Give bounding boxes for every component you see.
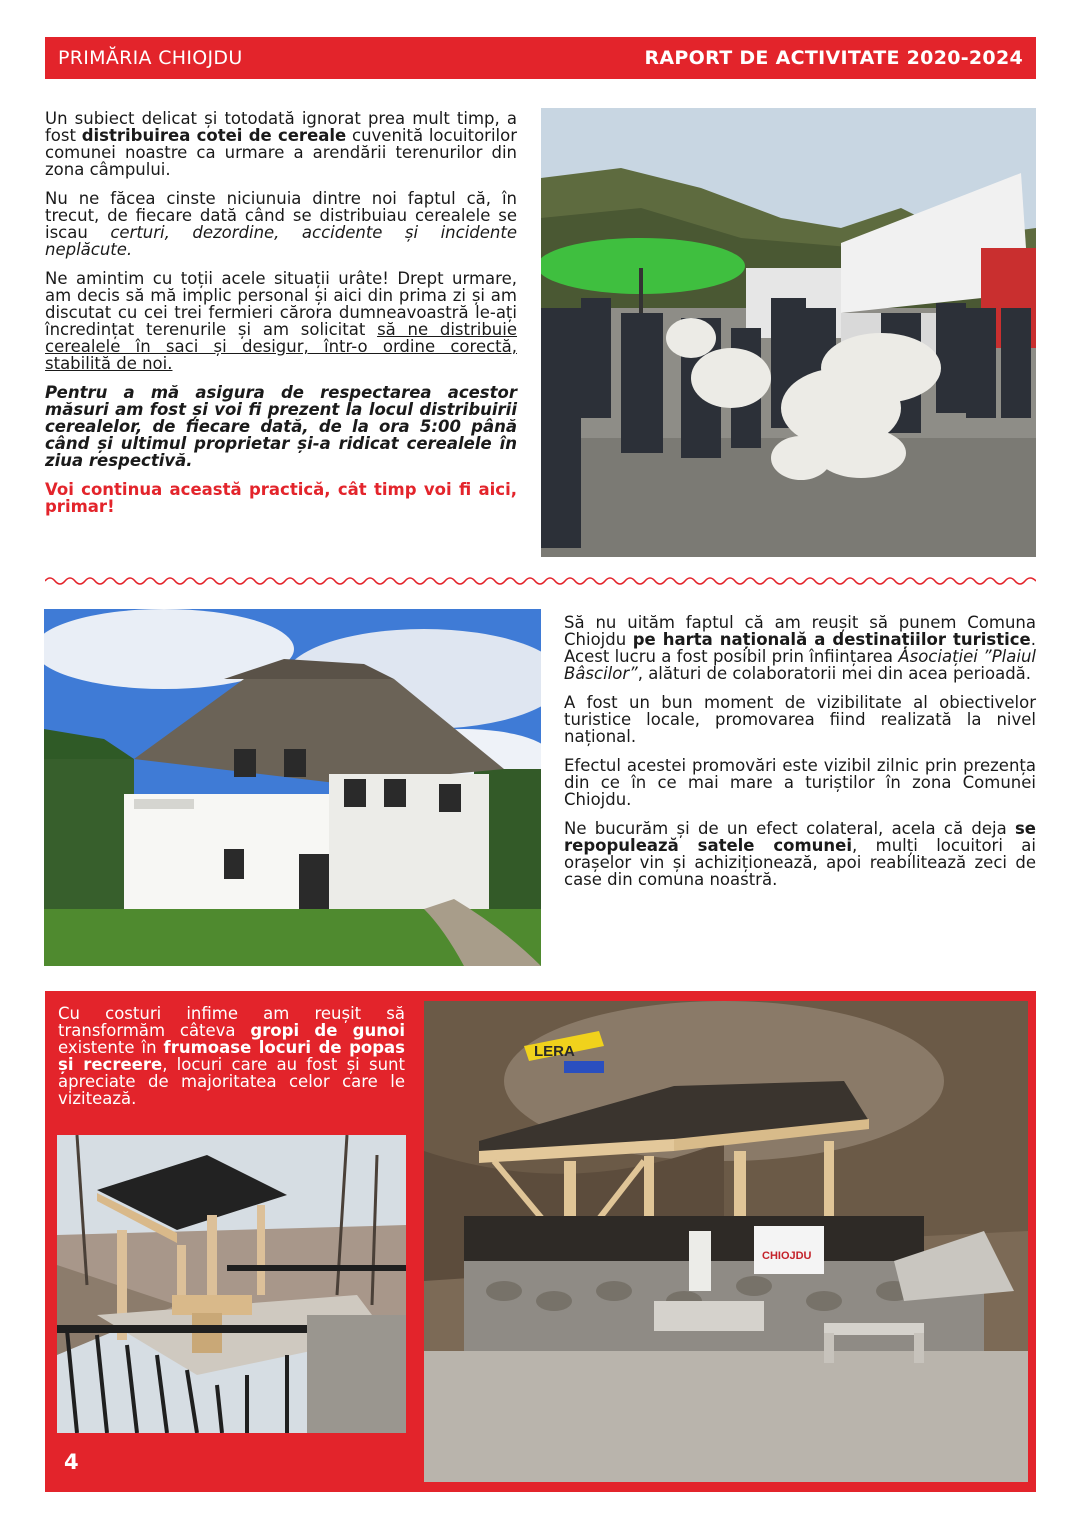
fountain-shelter-photo — [424, 1001, 1028, 1482]
paragraph: Efectul acestei promovări este vizibil zilnic prin prezența din ce în ce mai mare a turiștilor în zona Comunei Chiojdu. — [564, 756, 1036, 809]
traditional-house-photo — [44, 609, 541, 966]
paragraph: Nu ne făcea cinste niciunuia dintre noi faptul că, în trecut, de fiecare dată când se distribuiau cerealele se iscau certuri, dezordine, accidente și incidente neplăcute. — [45, 189, 517, 259]
cereal-distribution-photo — [541, 108, 1036, 557]
page-number: 4 — [64, 1450, 79, 1474]
recreation-areas-box — [45, 991, 1036, 1492]
paragraph: A fost un bun moment de vizibilitate al obiectivelor turistice locale, promovarea fiind realizată la nivel național. — [564, 693, 1036, 746]
wavy-divider — [45, 574, 1036, 588]
gazebo-photo — [57, 1135, 406, 1433]
header-report-title: RAPORT DE ACTIVITATE 2020-2024 — [644, 47, 1023, 69]
paragraph-emphasis: Pentru a mă asigura de respectarea acestor măsuri am fost și voi fi prezent la locul distribuirii cerealelor, de fiecare dată, de la ora 5:00 până când și ultimul proprietar și-a ridicat cerealele în ziua respectivă. — [45, 383, 517, 470]
paragraph: Cu costuri infime am reușit să transformăm câteva gropi de gunoi existente în frumoase locuri de popas și recreere, locuri care au fost și sunt apreciate de majoritatea celor care le vizitează. — [58, 1004, 405, 1108]
header-municipality: PRIMĂRIA CHIOJDU — [58, 47, 243, 69]
tourism-text — [564, 614, 1036, 900]
paragraph: Ne amintim cu toții acele situații urâte! Drept urmare, am decis să mă implic personal și aici din prima zi și am discutat cu cei trei fermieri cărora dumneavoastră le-ați încredințat terenurile și am solicitat să ne distribuie cerealele în saci și desigur, într-o ordine corectă, stabilită de noi. — [45, 269, 518, 373]
paragraph: Ne bucurăm și de un efect colateral, acela că deja se repopulează satele comunei, mulți locuitori ai orașelor vin și achiziționează, apoi reabilitează zeci de case din comuna noastră. — [564, 819, 1036, 889]
cereal-distribution-text — [45, 110, 517, 527]
paragraph-red-statement: Voi continua această practică, cât timp voi fi aici, primar! — [45, 480, 517, 516]
paragraph: Să nu uităm faptul că am reușit să punem Comuna Chiojdu pe harta națională a destinațiilor turistice. Acest lucru a fost posibil prin înființarea Asociației ”Plaiul Bâscilor”, alături de colaboratorii mei din acea perioadă. — [564, 613, 1036, 683]
chiojdu-sign-text: CHIOJDU — [762, 1250, 812, 1262]
recreation-text — [58, 1005, 405, 1107]
page-header — [45, 37, 1036, 79]
lera-sign-text: LERA — [534, 1043, 575, 1060]
paragraph: Un subiect delicat și totodată ignorat prea mult timp, a fost distribuirea cotei de cereale cuvenită locuitorilor comunei noastre ca urmare a arendării terenurilor din zona câmpului. — [45, 109, 518, 179]
